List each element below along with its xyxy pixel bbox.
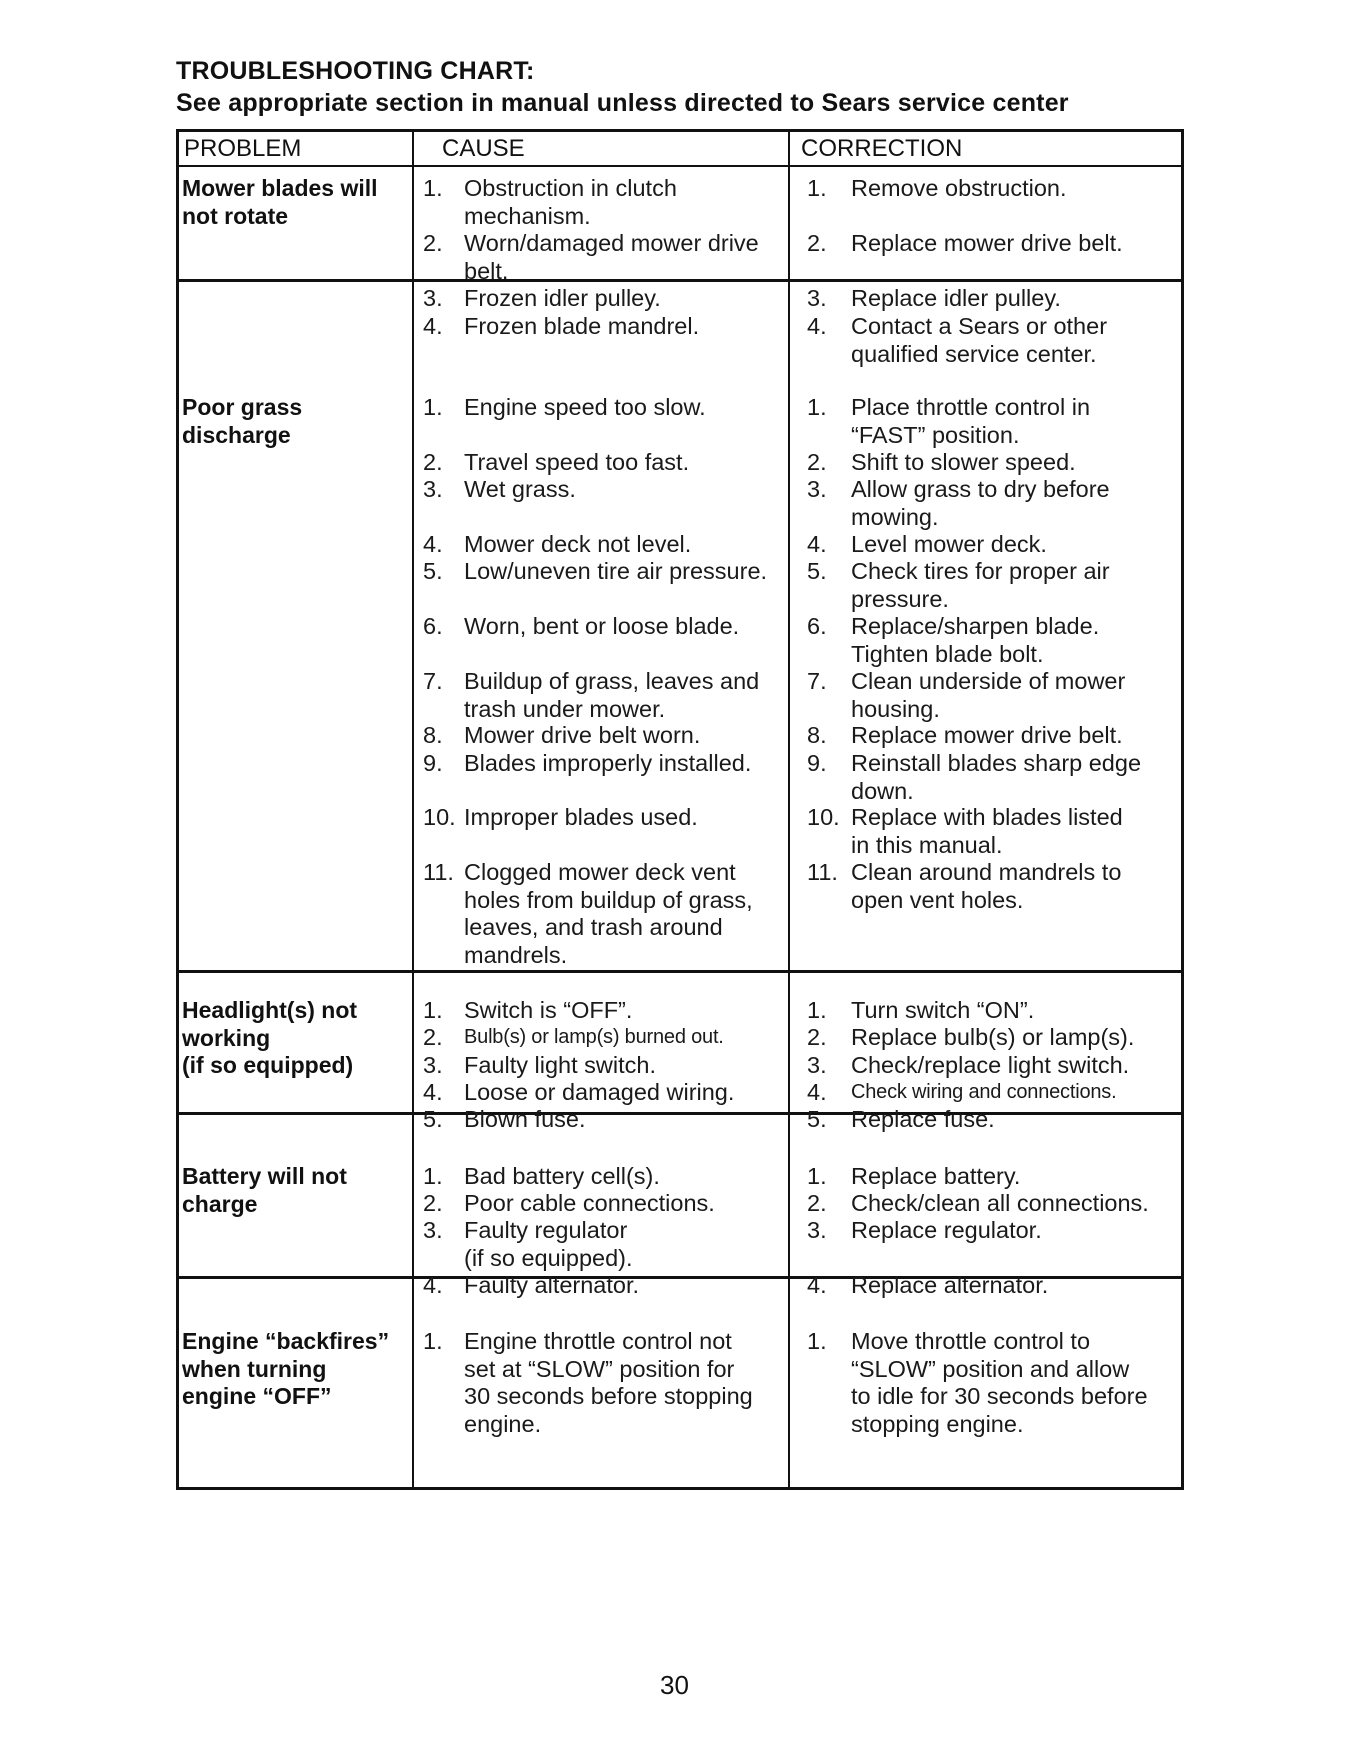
item-text: belt. (464, 257, 509, 284)
item-number: 11. (807, 859, 838, 885)
item-number: 7. (423, 668, 443, 694)
item-number: 4. (423, 1079, 443, 1105)
item-number: 1. (807, 997, 827, 1023)
item-text: leaves, and trash around (464, 914, 723, 940)
item-number: 1. (807, 175, 827, 201)
item-text: Low/uneven tire air pressure. (464, 558, 768, 584)
item-text: Contact a Sears or other (851, 313, 1108, 339)
problem-cell (182, 1163, 347, 1218)
item-text: Improper blades used. (464, 804, 698, 830)
problem-line: Engine “backfires” (182, 1328, 390, 1354)
item-number: 8. (423, 722, 443, 748)
item-number: 2. (807, 1190, 827, 1216)
item-number: 3. (423, 476, 443, 502)
item-text: Replace/sharpen blade. (851, 613, 1100, 639)
item-text: Bulb(s) or lamp(s) burned out. (464, 1026, 724, 1048)
item-text: in this manual. (851, 831, 1003, 858)
item-number: 2. (423, 449, 443, 475)
item-number: 3. (423, 1217, 443, 1243)
item-number: 10. (807, 804, 840, 830)
item-text: Clean underside of mower (851, 668, 1126, 694)
header-divider (179, 165, 1181, 167)
problem-line: (if so equipped) (182, 1052, 354, 1078)
item-text: Buildup of grass, leaves and (464, 668, 760, 694)
item-text: “FAST” position. (851, 421, 1020, 448)
item-text: pressure. (851, 585, 949, 612)
item-number: 10. (423, 804, 456, 830)
item-number: 3. (807, 1217, 827, 1243)
item-number: 3. (807, 1052, 827, 1078)
header-cause: CAUSE (442, 135, 525, 162)
item-number: 5. (423, 558, 443, 584)
item-number: 2. (423, 1024, 443, 1050)
item-text: Check/clean all connections. (851, 1190, 1149, 1216)
item-number: 1. (423, 1328, 443, 1354)
item-text: Replace bulb(s) or lamp(s). (851, 1024, 1135, 1050)
item-text: qualified service center. (851, 340, 1097, 367)
item-number: 6. (807, 613, 827, 639)
item-text: Blades improperly installed. (464, 750, 752, 776)
item-text: Tighten blade bolt. (851, 640, 1044, 667)
problem-line: charge (182, 1190, 258, 1217)
item-number: 4. (807, 313, 827, 339)
item-number: 1. (807, 394, 827, 420)
item-text: to idle for 30 seconds before (851, 1383, 1148, 1409)
page-number: 30 (660, 1670, 689, 1700)
item-number: 2. (807, 1024, 827, 1050)
item-text: Obstruction in clutch (464, 175, 677, 201)
item-number: 4. (807, 1079, 827, 1105)
item-number: 1. (807, 1328, 827, 1354)
item-text: stopping engine. (851, 1410, 1024, 1437)
item-text: mandrels. (464, 941, 568, 968)
item-text: Replace alternator. (851, 1272, 1049, 1298)
item-text: Travel speed too fast. (464, 449, 690, 475)
item-number: 1. (423, 175, 443, 201)
problem-cell (182, 1328, 389, 1411)
item-text: open vent holes. (851, 886, 1024, 913)
item-number: 9. (807, 750, 827, 776)
item-text: Allow grass to dry before (851, 476, 1110, 502)
item-number: 9. (423, 750, 443, 776)
item-number: 4. (423, 531, 443, 557)
column-divider (412, 132, 414, 1487)
page-subtitle: See appropriate section in manual unless directed to Sears service center (176, 89, 1069, 117)
item-text: Replace battery. (851, 1163, 1021, 1189)
item-text: trash under mower. (464, 695, 666, 722)
item-text: Faulty alternator. (464, 1272, 640, 1298)
item-text: Check/replace light switch. (851, 1052, 1130, 1078)
item-text: Worn/damaged mower drive (464, 230, 759, 256)
problem-cell (182, 394, 302, 449)
item-number: 4. (807, 531, 827, 557)
item-number: 8. (807, 722, 827, 748)
item-text: Faulty regulator (464, 1217, 628, 1243)
item-number: 3. (807, 285, 827, 311)
item-number: 5. (807, 558, 827, 584)
item-number: 5. (807, 1106, 827, 1132)
item-number: 6. (423, 613, 443, 639)
problem-line: when turning (182, 1355, 327, 1382)
item-text: Wet grass. (464, 476, 576, 502)
problem-cell (182, 997, 357, 1080)
item-text: Blown fuse. (464, 1106, 586, 1132)
item-number: 5. (423, 1106, 443, 1132)
item-text: holes from buildup of grass, (464, 886, 753, 913)
item-text: Switch is “OFF”. (464, 997, 633, 1023)
item-number: 2. (807, 449, 827, 475)
item-text: Move throttle control to (851, 1328, 1091, 1354)
item-text: Shift to slower speed. (851, 449, 1076, 475)
item-number: 11. (423, 859, 454, 885)
item-text: Replace fuse. (851, 1106, 995, 1132)
item-number: 3. (807, 476, 827, 502)
item-text: Replace mower drive belt. (851, 230, 1123, 256)
item-text: Clogged mower deck vent (464, 859, 736, 885)
item-text: Engine speed too slow. (464, 394, 706, 420)
item-text: Place throttle control in (851, 394, 1091, 420)
item-number: 2. (423, 1190, 443, 1216)
item-text: housing. (851, 695, 940, 722)
header-correction: CORRECTION (801, 135, 963, 162)
item-text: Mower drive belt worn. (464, 722, 701, 748)
item-text: Replace with blades listed (851, 804, 1123, 830)
item-text: Replace regulator. (851, 1217, 1042, 1243)
item-text: Remove obstruction. (851, 175, 1067, 201)
row-divider (179, 970, 1181, 973)
problem-line: Mower blades will (182, 175, 378, 201)
item-text: Turn switch “ON”. (851, 997, 1035, 1023)
item-text: Poor cable connections. (464, 1190, 715, 1216)
item-number: 7. (807, 668, 827, 694)
item-number: 4. (423, 1272, 443, 1298)
item-text: “SLOW” position and allow (851, 1355, 1130, 1382)
item-number: 1. (807, 1163, 827, 1189)
item-number: 3. (423, 285, 443, 311)
item-text: Engine throttle control not (464, 1328, 732, 1354)
item-text: (if so equipped). (464, 1244, 633, 1271)
item-number: 1. (423, 997, 443, 1023)
item-text: Replace idler pulley. (851, 285, 1061, 311)
item-text: Mower deck not level. (464, 531, 692, 557)
item-text: 30 seconds before stopping (464, 1383, 753, 1409)
problem-line: Battery will not (182, 1163, 347, 1189)
item-text: Reinstall blades sharp edge (851, 750, 1142, 776)
item-text: Clean around mandrels to (851, 859, 1122, 885)
item-number: 1. (423, 394, 443, 420)
item-text: mechanism. (464, 202, 591, 229)
troubleshooting-table (176, 129, 1184, 1490)
item-text: set at “SLOW” position for (464, 1355, 735, 1382)
problem-line: discharge (182, 421, 291, 448)
header-problem: PROBLEM (184, 135, 302, 162)
item-number: 4. (423, 313, 443, 339)
item-text: Check tires for proper air (851, 558, 1110, 584)
item-text: Loose or damaged wiring. (464, 1079, 735, 1105)
item-text: engine. (464, 1410, 542, 1437)
item-text: down. (851, 777, 914, 804)
item-text: mowing. (851, 503, 939, 530)
item-number: 2. (423, 230, 443, 256)
problem-line: engine “OFF” (182, 1383, 332, 1409)
problem-cell (182, 175, 378, 230)
column-divider (788, 132, 790, 1487)
problem-line: not rotate (182, 202, 289, 229)
item-text: Frozen blade mandrel. (464, 313, 700, 339)
item-number: 4. (807, 1272, 827, 1298)
item-text: Bad battery cell(s). (464, 1163, 660, 1189)
item-number: 2. (807, 230, 827, 256)
problem-line: Headlight(s) not (182, 997, 358, 1023)
item-text: Level mower deck. (851, 531, 1047, 557)
page-title: TROUBLESHOOTING CHART: (176, 57, 535, 85)
problem-line: Poor grass (182, 394, 303, 420)
row-divider (179, 1112, 1181, 1115)
item-text: Frozen idler pulley. (464, 285, 661, 311)
problem-line: working (182, 1024, 271, 1051)
item-text: Faulty light switch. (464, 1052, 656, 1078)
item-number: 3. (423, 1052, 443, 1078)
item-number: 1. (423, 1163, 443, 1189)
item-text: Replace mower drive belt. (851, 722, 1123, 748)
item-text: Worn, bent or loose blade. (464, 613, 740, 639)
item-text: Check wiring and connections. (851, 1081, 1117, 1103)
